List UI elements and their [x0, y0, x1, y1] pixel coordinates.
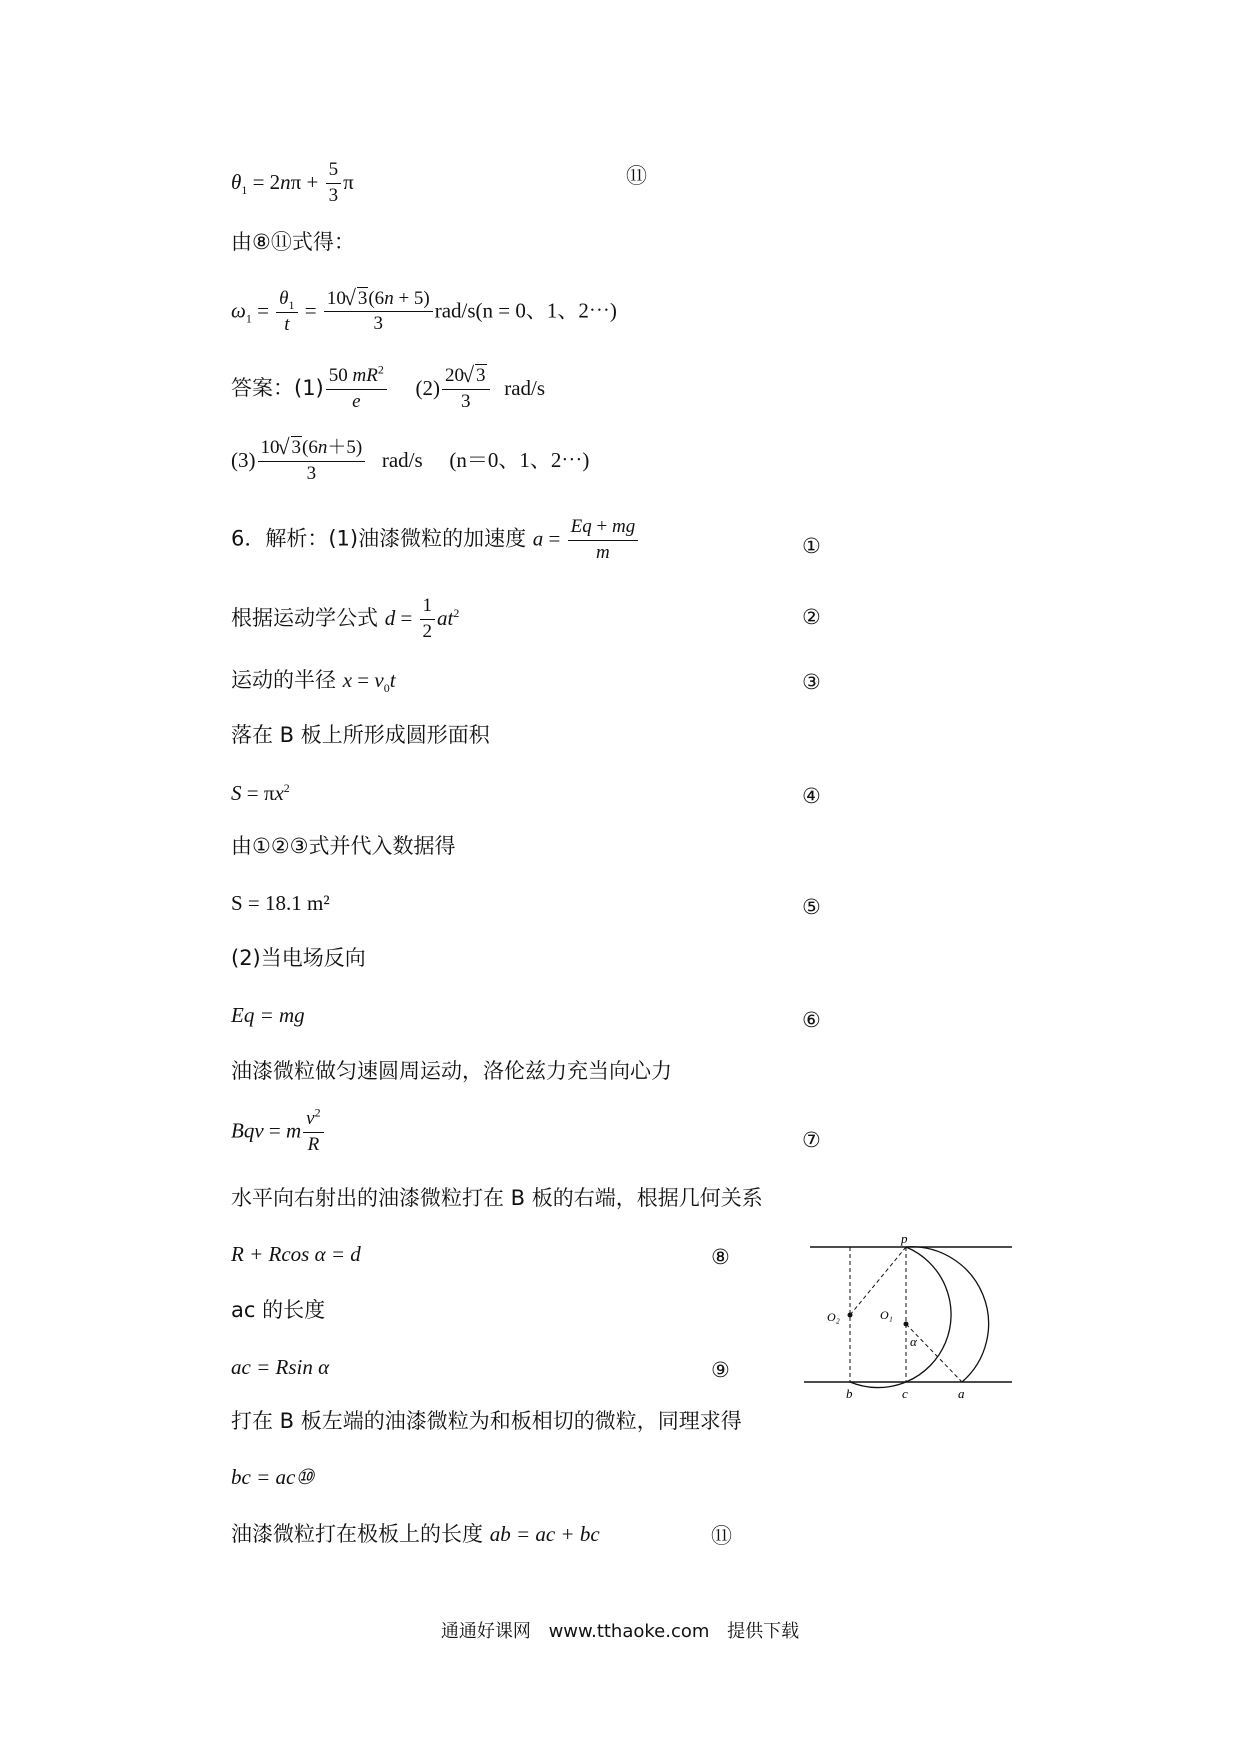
label-alpha: α — [910, 1334, 917, 1349]
footer-note: 提供下载 — [727, 1621, 800, 1642]
dashed-line-po2 — [850, 1247, 906, 1315]
footer-site-name: 通通好课网 — [440, 1621, 531, 1642]
equation-number: ⑨ — [711, 1358, 730, 1382]
text-line: 6．解析：(1)油漆微粒的加速度 — [231, 526, 527, 551]
center-o2 — [848, 1313, 853, 1318]
equation-omega1: $\omega_1$ = $\frac{\theta_1}{t}$ = $\frac{10√ 3(6n + 5)}{3}$ rad/s(n = 0、1、2⋯) — [231, 288, 617, 336]
label-o2: O₂ — [827, 1310, 840, 1324]
text-line: ac 的长度 — [231, 1298, 326, 1322]
equation-number: ⑥ — [802, 1008, 821, 1032]
equation-number: ⑦ — [802, 1128, 821, 1152]
text-line: 由⑧⑪式得： — [231, 230, 355, 254]
label-b: b — [846, 1386, 853, 1401]
answer-unit: rad/s — [504, 375, 546, 400]
geometry-equation: R + Rcos α = d — [231, 1242, 361, 1266]
text-line: 根据运动学公式 — [231, 605, 378, 630]
footer-url[interactable]: www.tthaoke.com — [548, 1621, 710, 1642]
arc-tangent — [850, 1247, 951, 1388]
label-p: p — [901, 1232, 908, 1246]
page-footer — [0, 1617, 1240, 1643]
equation-number: ⑧ — [711, 1245, 730, 1269]
equation-theta1: $\theta_1 = 2n\pi$ + $\frac{5}{3}$ π — [231, 159, 354, 206]
ac-equation: ac = Rsin α — [231, 1355, 330, 1379]
length-equation — [231, 1524, 600, 1545]
text-line: 落在 B 板上所形成圆形面积 — [231, 723, 490, 747]
center-o1 — [904, 1322, 909, 1327]
answer-part2-label: (2) — [415, 375, 441, 400]
equation-number: ⑤ — [802, 895, 821, 919]
answer-part3-unit: rad/s — [381, 447, 423, 472]
text-line: (2)当电场反向 — [231, 946, 366, 970]
equation-number: ⑪ — [711, 1524, 732, 1548]
arc-right — [906, 1247, 989, 1382]
lorentz-equation: Bqv = m $\frac{v^2}{R}$ — [231, 1108, 326, 1156]
force-balance: Eq = mg — [231, 1003, 305, 1027]
answer-part3: (3) $\frac{10√ 3(6n+5)}{3}$ rad/s (n＝0、1、2⋯) — [231, 438, 589, 485]
text-line: 运动的半径 — [231, 668, 336, 692]
answer-part3-label: (3) — [231, 447, 256, 472]
kinematics-formula: 根据运动学公式 d = $\frac{1}{2}$ $at^2$ — [231, 595, 460, 642]
text-line: 油漆微粒做匀速圆周运动，洛伦兹力充当向心力 — [231, 1059, 672, 1083]
label-c: c — [902, 1386, 908, 1401]
text-line: 打在 B 板左端的油漆微粒为和板相切的微粒，同理求得 — [231, 1409, 742, 1433]
length-formula: ab = ac + bc — [489, 1522, 600, 1546]
radius-formula: 运动的半径 $x = v_0t$ — [231, 668, 396, 696]
dashed-line-o1a — [906, 1324, 962, 1382]
equation-number: ④ — [802, 784, 821, 808]
answer-label: 答案：(1) — [231, 375, 324, 400]
text-line: 由①②③式并代入数据得 — [231, 834, 456, 858]
answer-line: 答案：(1) $\frac{50 mR^2}{e}$ (2) $\frac{20√ 3}{3}$ rad/s — [231, 366, 545, 413]
geometry-diagram — [800, 1232, 1020, 1407]
text-line: 水平向右射出的油漆微粒打在 B 板的右端，根据几何关系 — [231, 1186, 763, 1210]
equation-number: ⑪ — [626, 164, 647, 188]
label-o1: O₁ — [880, 1308, 893, 1322]
bc-equation: bc = ac⑩ — [231, 1465, 315, 1489]
equation-number: ② — [802, 605, 821, 629]
solution-6-acceleration: 6．解析：(1)油漆微粒的加速度 a = $\frac{Eq + mg}{m}$ — [231, 516, 640, 564]
omega1-unit: rad/s(n = 0、1、2⋯) — [434, 298, 617, 323]
area-formula: $S = \pi x^2$ — [231, 781, 290, 805]
equation-number: ① — [802, 534, 821, 558]
text-line: 油漆微粒打在极板上的长度 — [231, 1522, 483, 1546]
area-result: S = 18.1 m² — [231, 891, 330, 915]
answer-part3-range: (n＝0、1、2⋯) — [449, 447, 590, 472]
equation-number: ③ — [802, 670, 821, 694]
label-a: a — [958, 1386, 965, 1401]
